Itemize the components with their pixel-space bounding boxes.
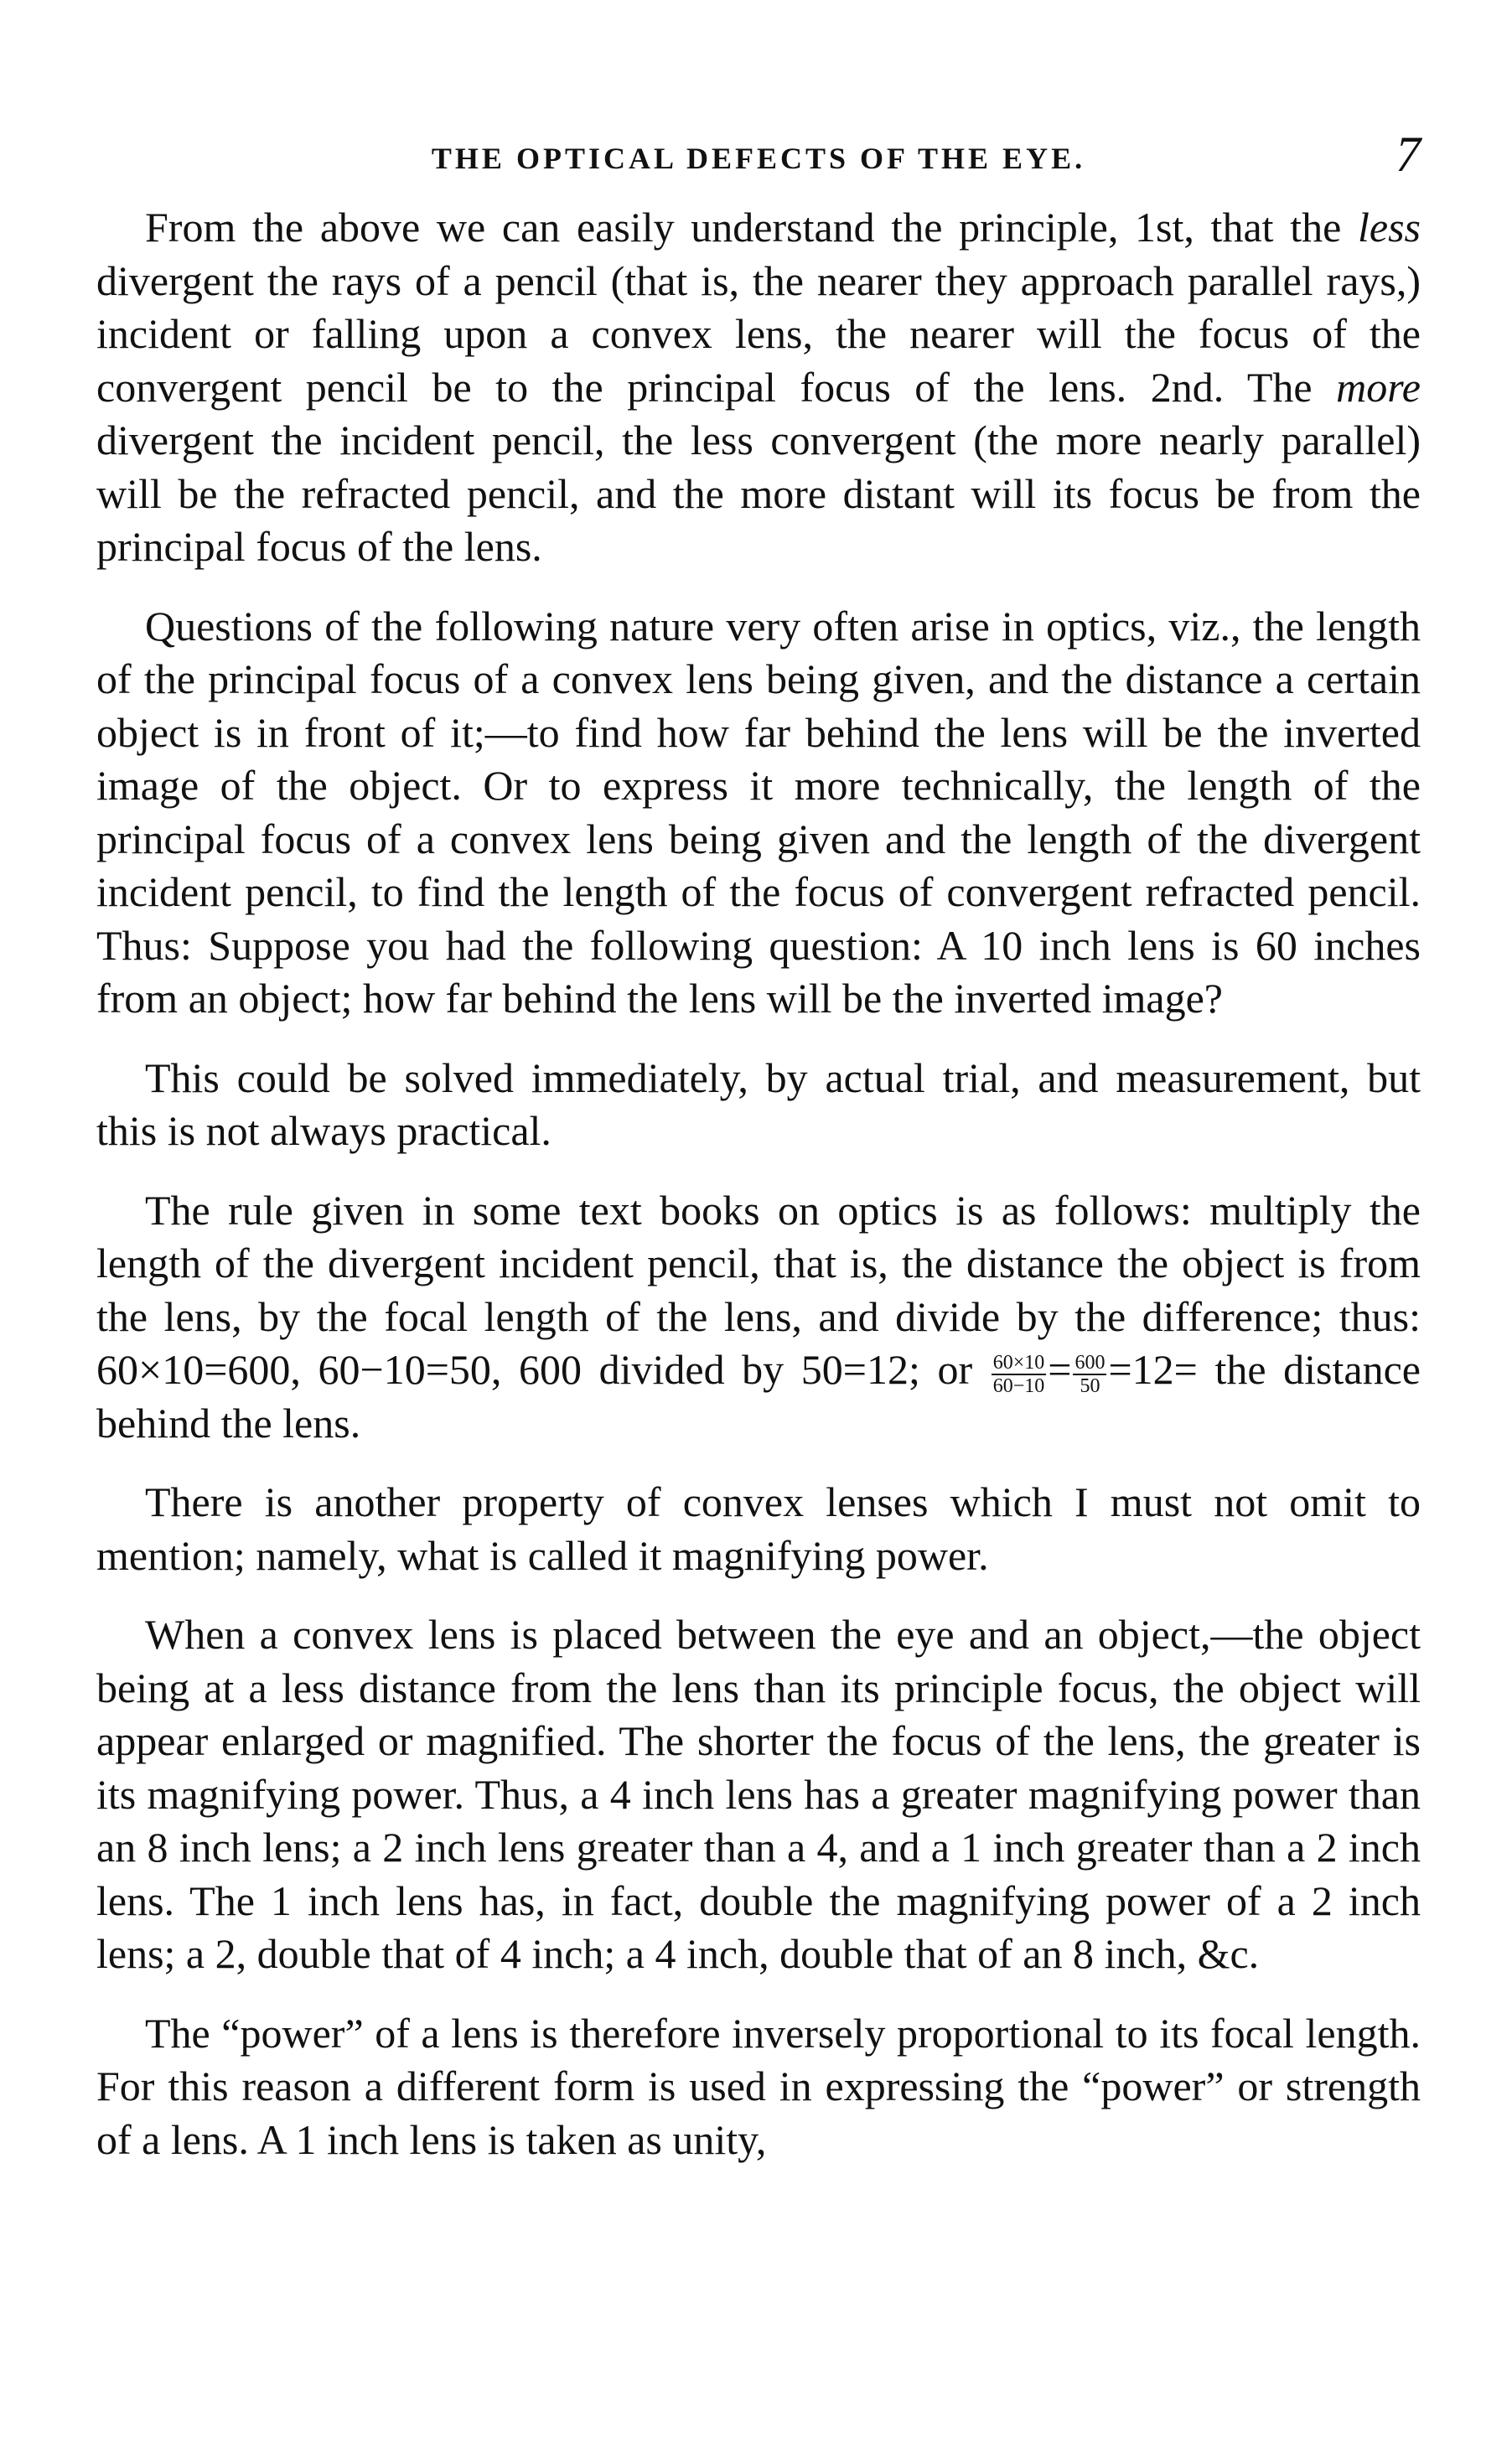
fraction-1 <box>992 1352 1047 1397</box>
paragraph-1-text-c: divergent the incident pencil, the less convergent (the more nearly parallel) will be the refracted pencil, and the more distant will its focus be from the principal focus of the lens. <box>96 417 1421 570</box>
fraction-1-numerator: 60×10 <box>992 1351 1045 1374</box>
fraction-1-denominator: 60−10 <box>992 1374 1045 1397</box>
paragraph-1-text-a: From the above we can easily understand the principle, 1st, that the <box>145 204 1358 251</box>
fraction-2-numerator: 600 <box>1074 1351 1106 1374</box>
emphasis-more: more <box>1336 363 1421 411</box>
book-page <box>96 126 1421 2166</box>
running-title: THE OPTICAL DEFECTS OF THE EYE. <box>431 142 1086 175</box>
paragraph-2: Questions of the following nature very often arise in optics, viz., the length of the principal focus of a convex lens being given, and the distance a certain object is in front of it;—to find how far behind the lens will be the inverted image of the object. Or to express it more technically, the length of the principal focus of a convex lens being given and the length of the divergent incident pencil, to find the length of the focus of convergent refracted pencil. Thus: Suppose you had the following question: A 10 inch lens is 60 inches from an object; how far behind the lens will be the inverted image? <box>96 602 1421 1022</box>
paragraph-7: The “power” of a lens is therefore inversely proportional to its focal length. For this reason a different form is used in expressing the “power” or strength of a lens. A 1 inch lens is taken as unity, <box>96 2009 1421 2163</box>
paragraph-5: There is another property of convex lenses which I must not omit to mention; namely, what is called it magnifying power. <box>96 1478 1421 1579</box>
paragraph-4-text-a: The rule given in some text books on optics is as follows: multiply the length of the divergent incident pencil, that is, the distance the object is from the lens, by the focal length of the lens, and divide by the difference; thus: 60×10=600, 60−10=50, 600 divided by 50=12; or <box>96 1186 1421 1393</box>
paragraph-6: When a convex lens is placed between the eye and an object,—the object being at a less distance from the lens than its principle focus, the object will appear enlarged or magnified. The shorter the focus of the lens, the greater is its magnifying power. Thus, a 4 inch lens has a greater magnifying power than an 8 inch lens; a 2 inch lens greater than a 4, and a 1 inch greater than a 2 inch lens. The 1 inch lens has, in fact, double the magnifying power of a 2 inch lens; a 2, double that of 4 inch; a 4 inch, double that of an 8 inch, &c. <box>96 1611 1421 1978</box>
paragraph-4-text-b: =12= the distance behind the lens. <box>96 1346 1421 1447</box>
paragraph-3: This could be solved immediately, by actual trial, and measurement, but this is not always practical. <box>96 1053 1421 1154</box>
emphasis-less: less <box>1358 204 1421 251</box>
equals-sign: = <box>1048 1346 1072 1393</box>
paragraph-4 <box>96 1184 1421 1451</box>
paragraph-1-text-b: divergent the rays of a pencil (that is, the nearer they approach parallel rays,) incident or falling upon a convex lens, the nearer will the focus of the convergent pencil be to the principal focus of the lens. 2nd. The <box>96 256 1421 411</box>
paragraph-1 <box>96 201 1421 574</box>
fraction-2 <box>1073 1352 1106 1397</box>
fraction-2-denominator: 50 <box>1080 1374 1100 1397</box>
running-head <box>96 126 1421 201</box>
page-number: 7 <box>1395 127 1421 182</box>
